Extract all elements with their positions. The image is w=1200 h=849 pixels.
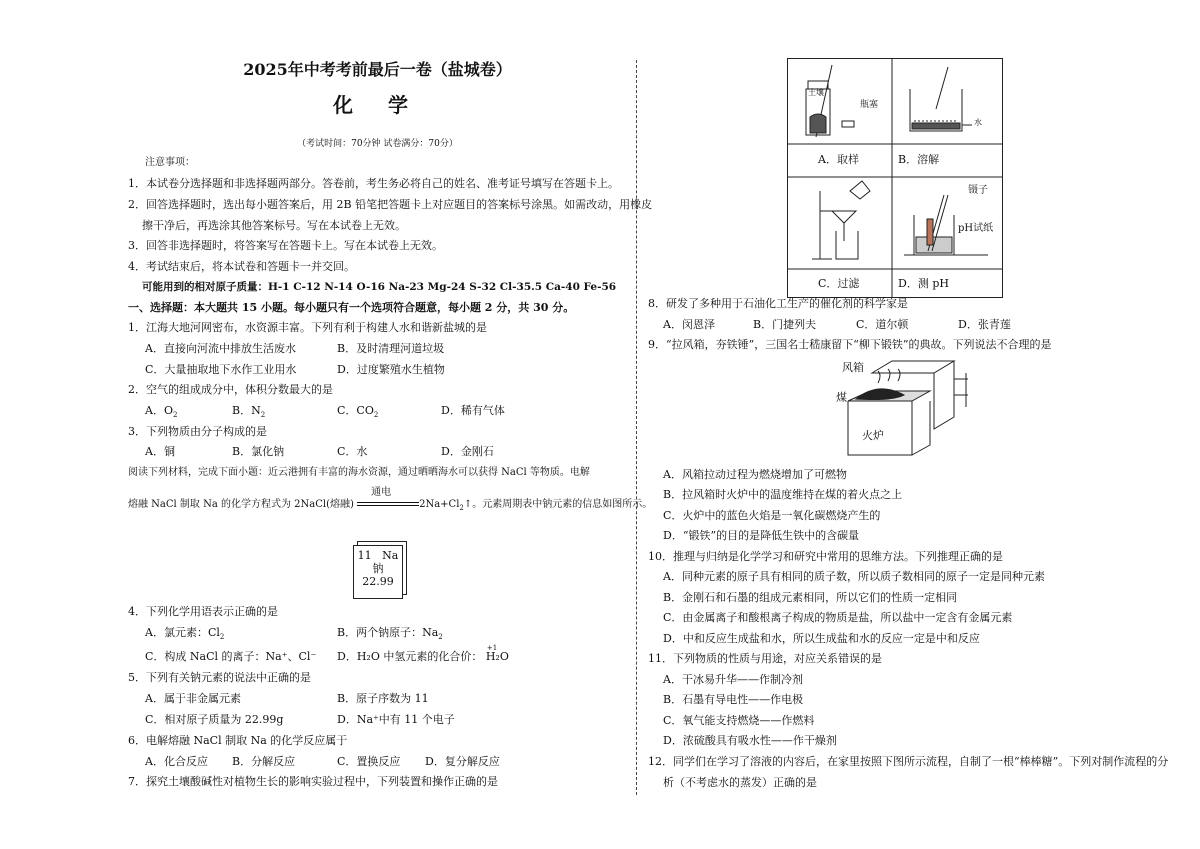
q11-stem: 11．下列物质的性质与用途，对应关系错误的是	[648, 652, 882, 665]
q2-option-a: A．$O_2$	[145, 404, 178, 420]
q6-option-d: D．复分解反应	[425, 755, 500, 768]
note-2: 2．回答选择题时，选出每小题答案后，用 2B 铅笔把答题卡上对应题目的答案标号涂黑。如需改动，用橡皮	[128, 198, 653, 211]
q7-stem: 7．探究土壤酸碱性对植物生长的影响实验过程中，下列装置和操作正确的是	[128, 775, 498, 788]
q8-option-c: C．道尔顿	[856, 318, 909, 331]
ph-paper-label: pH试纸	[958, 223, 994, 234]
q2-stem: 2．空气的组成成分中，体积分数最大的是	[128, 383, 333, 396]
q8-option-d: D．张青莲	[958, 318, 1011, 331]
note-3: 3．回答非选择题时，将答案写在答题卡上。写在本试卷上无效。	[128, 239, 443, 252]
q8-stem: 8．研发了多种用于石油化工生产的催化剂的科学家是	[648, 297, 908, 310]
q1-option-c: C．大量抽取地下水作工业用水	[145, 363, 297, 376]
bellows-label: 风箱	[842, 361, 864, 374]
q6-option-c: C．置换反应	[337, 755, 401, 768]
q3-option-a: A．铜	[145, 445, 175, 458]
q11-option-a: A．干冰易升华——作制冷剂	[663, 673, 803, 686]
q5-option-b: B．原子序数为 11	[337, 692, 429, 705]
note-2-cont: 擦干净后，再选涂其他答案标号。写在本试卷上无效。	[142, 219, 406, 232]
q7-caption-b: B．溶解	[898, 153, 940, 166]
q4-option-b: B．两个钠原子：$Na_2$	[337, 626, 443, 642]
furnace-label: 火炉	[862, 429, 884, 442]
section-1-heading: 一、选择题：本大题共 15 小题。每小题只有一个选项符合题意，每小题 2 分，共 30 分。	[128, 301, 575, 314]
q5-option-d: D．Na⁺中有 11 个电子	[337, 713, 455, 726]
q9-stem: 9．“拉风箱，夯铁锤”，三国名士嵇康留下“柳下锻铁”的典故。下列说法不合理的是	[648, 338, 1052, 351]
sodium-element-card: 11 Na 钠 22.99	[353, 545, 403, 599]
column-divider	[636, 60, 637, 795]
q11-option-c: C．氧气能支持燃烧——作燃料	[663, 714, 815, 727]
q6-option-a: A．化合反应	[145, 755, 208, 768]
q9-option-b: B．拉风箱时火炉中的温度维持在煤的着火点之上	[663, 488, 903, 501]
q4-stem: 4．下列化学用语表示正确的是	[128, 605, 278, 618]
q10-option-c: C．由金属离子和酸根离子构成的物质是盐，所以盐中一定含有金属元素	[663, 611, 1013, 624]
q8-option-b: B．门捷列夫	[753, 318, 817, 331]
reading-line-2: 熔融 NaCl 制取 Na 的化学方程式为 2NaCl(熔融) 通电 $2Na+Cl_2↑$。元素周期表中钠元素的信息如图所示。	[128, 486, 653, 512]
note-4: 4．考试结束后，将本试卷和答题卡一并交回。	[128, 260, 355, 273]
stopper-label: 瓶塞	[860, 100, 879, 110]
q4-option-a: A．氯元素：$Cl_2$	[145, 626, 225, 642]
soil-label: 土壤	[808, 88, 824, 97]
q7-figure-grid	[787, 58, 1003, 298]
q1-option-d: D．过度繁殖水生植物	[337, 363, 445, 376]
q11-option-b: B．石墨有导电性——作电极	[663, 693, 804, 706]
q6-option-b: B．分解反应	[232, 755, 296, 768]
q10-option-d: D．中和反应生成盐和水，所以生成盐和水的反应一定是中和反应	[663, 632, 980, 645]
notes-heading: 注意事项：	[145, 157, 195, 168]
q3-option-b: B．氯化钠	[232, 445, 285, 458]
q9-option-c: C．火炉中的蓝色火焰是一氧化碳燃烧产生的	[663, 509, 881, 522]
note-1: 1．本试卷分选择题和非选择题两部分。答卷前，考生务必将自己的姓名、准考证号填写在答题卡上。	[128, 177, 619, 190]
q10-option-a: A．同种元素的原子具有相同的质子数，所以质子数相同的原子一定是同种元素	[663, 570, 1045, 583]
q3-stem: 3．下列物质由分子构成的是	[128, 425, 267, 438]
q10-option-b: B．金刚石和石墨的组成元素相同，所以它们的性质一定相同	[663, 591, 958, 604]
water-label: 水	[974, 118, 982, 127]
q1-option-a: A．直接向河流中排放生活废水	[145, 342, 296, 355]
reaction-arrow: 通电	[357, 499, 419, 511]
q2-option-c: C．$CO_2$	[337, 404, 379, 420]
q4-option-d: D．H₂O 中氢元素的化合价： +1 H₂O	[337, 644, 509, 663]
exam-info: （考试时间：70分钟 试卷满分：70分）	[297, 139, 458, 149]
q4-option-c: C．构成 NaCl 的离子：Na⁺、Cl⁻	[145, 650, 317, 663]
q12-line-1: 12．同学们在学习了溶液的内容后，在家里按照下图所示流程，自制了一根“棒棒糖”。下列对制作流程的分	[648, 755, 1169, 768]
q2-option-d: D．稀有气体	[441, 404, 505, 417]
q7-caption-c: C．过滤	[818, 277, 860, 290]
q5-stem: 5．下列有关钠元素的说法中正确的是	[128, 671, 311, 684]
q2-option-b: B．$N_2$	[232, 404, 266, 420]
q9-furnace-figure	[832, 355, 972, 459]
exam-title: 2025年中考考前最后一卷（盐城卷）	[243, 60, 512, 79]
q5-option-a: A．属于非金属元素	[145, 692, 241, 705]
q1-option-b: B．及时清理河道垃圾	[337, 342, 445, 355]
q5-option-c: C．相对原子质量为 22.99g	[145, 713, 284, 726]
q11-option-d: D．浓硫酸具有吸水性——作干燥剂	[663, 734, 837, 747]
subject-title: 化 学	[333, 93, 422, 117]
q6-stem: 6．电解熔融 NaCl 制取 Na 的化学反应属于	[128, 734, 348, 747]
q1-stem: 1．江海大地河网密布，水资源丰富。下列有利于构建人水和谐新盐城的是	[128, 321, 487, 334]
q10-stem: 10．推理与归纳是化学学习和研究中常用的思维方法。下列推理正确的是	[648, 550, 1003, 563]
q3-option-d: D．金刚石	[441, 445, 494, 458]
reading-line-1: 阅读下列材料，完成下面小题：近云港拥有丰富的海水资源，通过晒晒海水可以获得 NaCl 等物质。电解	[128, 467, 590, 478]
q7-caption-d: D．测 pH	[898, 277, 949, 290]
tweezers-label: 镊子	[968, 185, 988, 196]
q3-option-c: C．水	[337, 445, 368, 458]
q12-line-2: 析（不考虑水的蒸发）正确的是	[663, 776, 817, 789]
atomic-masses: 可能用到的相对原子质量：H-1 C-12 N-14 O-16 Na-23 Mg-24 S-32 Cl-35.5 Ca-40 Fe-56	[142, 281, 617, 293]
q9-option-a: A．风箱拉动过程为燃烧增加了可燃物	[663, 468, 847, 481]
q8-option-a: A．闵恩泽	[663, 318, 715, 331]
q7-caption-a: A．取样	[818, 153, 859, 166]
coal-label: 煤	[836, 391, 847, 404]
q9-option-d: D．“锻铁”的目的是降低生铁中的含碳量	[663, 529, 860, 542]
